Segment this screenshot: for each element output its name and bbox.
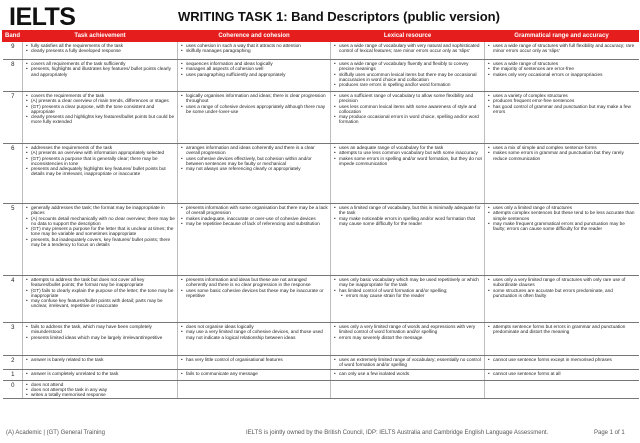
descriptor-list	[334, 145, 482, 166]
list-item: • arranges information and ideas coherently and there is a clear overall progression	[186, 145, 328, 156]
descriptor-cell-lexical	[331, 323, 485, 356]
descriptor-cell-task	[23, 204, 178, 276]
descriptor-cell-coherence	[178, 356, 331, 370]
list-item: • fails to communicate any message	[186, 371, 328, 376]
descriptor-list	[26, 277, 175, 309]
list-item: • attempts to address the task but does not cover all key features/bullet points; the format may be inappropriate	[31, 277, 175, 288]
descriptor-list	[181, 43, 328, 54]
descriptor-list	[334, 93, 482, 125]
descriptor-cell-grammar	[485, 60, 639, 92]
list-item: • cannot use sentence forms at all	[493, 371, 637, 376]
list-item: • sequences information and ideas logically	[186, 61, 328, 66]
table-row	[3, 92, 639, 144]
descriptor-list	[26, 324, 175, 340]
descriptor-list	[26, 371, 175, 376]
descriptor-cell-task	[23, 92, 178, 144]
list-item: • makes some errors in grammar and punctuation but they rarely reduce communication	[493, 150, 637, 161]
list-item: • has good control of grammar and punctuation but may make a few errors	[493, 104, 637, 115]
descriptor-cell-grammar	[485, 356, 639, 370]
table-row	[3, 369, 639, 380]
descriptor-list	[488, 277, 637, 298]
descriptor-cell-grammar	[485, 204, 639, 276]
band-score: 1	[3, 369, 23, 380]
list-item: • does not attend	[31, 382, 175, 387]
descriptor-cell-coherence	[178, 323, 331, 356]
list-item: • may be repetitive because of lack of referencing and substitution	[186, 221, 328, 226]
list-item: • errors may severely distort the message	[339, 335, 482, 340]
list-item: • (A) presents a clear overview of main trends, differences or stages	[31, 98, 175, 103]
descriptor-cell-coherence	[178, 204, 331, 276]
list-item: • does not attempt the task in any way	[31, 387, 175, 392]
descriptor-list	[26, 382, 175, 398]
descriptor-cell-coherence	[178, 60, 331, 92]
list-item: • does not organise ideas logically	[186, 324, 328, 329]
descriptor-cell-task	[23, 356, 178, 370]
descriptor-list	[181, 93, 328, 114]
descriptor-list	[488, 145, 637, 161]
list-item: • can only use a few isolated words	[339, 371, 482, 376]
descriptor-cell-lexical	[331, 42, 485, 60]
list-item: • attempts sentence forms but errors in grammar and punctuation predominate and distort the meaning	[493, 324, 637, 335]
descriptor-list	[334, 324, 482, 340]
band-score: 4	[3, 276, 23, 323]
list-item: • presents information and ideas but these are not arranged coherently and there is no clear progression in the response	[186, 277, 328, 288]
descriptor-list	[26, 93, 175, 125]
list-item: • produces frequent error-free sentences	[493, 98, 637, 103]
band-score: 8	[3, 60, 23, 92]
list-item: • (A) recounts detail mechanically with no clear overview; there may be no data to support the description	[31, 216, 175, 227]
descriptor-cell-lexical	[331, 60, 485, 92]
list-item: • uses an adequate range of vocabulary for the task	[339, 145, 482, 150]
list-item: • presents and adequately highlights key features/ bullet points but details may be irrelevant, inappropriate or inaccurate	[31, 166, 175, 177]
descriptor-cell-lexical	[331, 204, 485, 276]
list-item: • manages all aspects of cohesion well	[186, 66, 328, 71]
band-score: 2	[3, 356, 23, 370]
list-item: • uses a wide range of structures	[493, 61, 637, 66]
list-item: • uses a range of cohesive devices appropriately although there may be some under-/over-use	[186, 104, 328, 115]
column-header-task-achievement: Task achievement	[23, 31, 178, 42]
descriptor-list	[334, 357, 482, 368]
descriptor-list	[334, 43, 482, 54]
list-item: • cannot use sentence forms except in memorised phrases	[493, 357, 637, 362]
list-item: • some structures are accurate but errors predominate, and punctuation is often faulty	[493, 288, 637, 299]
descriptor-list	[334, 277, 482, 298]
list-item: • may not always use referencing clearly or appropriately	[186, 166, 328, 171]
descriptor-list	[488, 357, 637, 362]
descriptor-cell-coherence	[178, 380, 331, 399]
list-item: • presents, highlights and illustrates key features/ bullet points clearly and appropriately	[31, 66, 175, 77]
list-item: • uses only a limited range of structures	[493, 205, 637, 210]
table-row	[3, 144, 639, 204]
descriptor-list	[181, 357, 328, 362]
table-row	[3, 42, 639, 60]
column-header-band: Band	[3, 31, 23, 42]
descriptor-cell-grammar	[485, 276, 639, 323]
list-item: • may confuse key features/bullet points with detail; parts may be unclear, irrelevant, repetitive or inaccurate	[31, 298, 175, 309]
list-item: • uses only a very limited range of words and expressions with very limited control of word formation and/or spelling	[339, 324, 482, 335]
list-item: • clearly presents a fully developed response	[31, 48, 175, 53]
descriptor-cell-task	[23, 323, 178, 356]
list-item: • may produce occasional errors in word choice, spelling and/or word formation	[339, 114, 482, 125]
descriptor-cell-task	[23, 369, 178, 380]
table-row	[3, 60, 639, 92]
column-header-grammar: Grammatical range and accuracy	[485, 31, 639, 42]
descriptor-list	[26, 43, 175, 54]
descriptor-cell-task	[23, 144, 178, 204]
descriptor-list	[488, 205, 637, 231]
list-item: • uses paragraphing sufficiently and appropriately	[186, 72, 328, 77]
list-item: • writes a totally memorised response	[31, 392, 175, 397]
list-item: • makes some errors in spelling and/or word formation, but they do not impede communication	[339, 156, 482, 167]
list-item: • uses less common lexical items with some awareness of style and collocation	[339, 104, 482, 115]
list-item: • uses a sufficient range of vocabulary to allow some flexibility and precision	[339, 93, 482, 104]
table-header-row	[3, 31, 639, 42]
list-item: • answer is completely unrelated to the task	[31, 371, 175, 376]
table-row	[3, 380, 639, 399]
list-item: • has limited control of word formation and/or spelling;	[339, 288, 482, 293]
descriptor-list	[181, 324, 328, 340]
descriptor-cell-grammar	[485, 42, 639, 60]
descriptor-list	[26, 357, 175, 362]
descriptor-cell-lexical	[331, 92, 485, 144]
band-score: 7	[3, 92, 23, 144]
list-item: • presents, but inadequately covers, key features/ bullet points; there may be a tendency to focus on details	[31, 237, 175, 248]
list-item: • (GT) presents a clear purpose, with the tone consistent and appropriate	[31, 104, 175, 115]
descriptor-list	[26, 145, 175, 177]
list-item: • uses a wide range of structures with full flexibility and accuracy; rare minor errors occur only as 'slips'	[493, 43, 637, 54]
list-item: • (GT) fails to clearly explain the purpose of the letter; the tone may be inappropriate	[31, 288, 175, 299]
descriptor-cell-task	[23, 60, 178, 92]
descriptor-cell-lexical	[331, 356, 485, 370]
list-item: • produces rare errors in spelling and/or word formation	[339, 82, 482, 87]
descriptor-cell-grammar	[485, 369, 639, 380]
descriptor-list	[181, 371, 328, 376]
descriptor-cell-task	[23, 380, 178, 399]
list-item: • attempts to use less common vocabulary but with some inaccuracy	[339, 150, 482, 155]
list-item: • makes only very occasional errors or inappropriacies	[493, 72, 637, 77]
list-item: • uses a limited range of vocabulary, but this is minimally adequate for the task	[339, 205, 482, 216]
table-row	[3, 356, 639, 370]
descriptor-list	[181, 145, 328, 171]
column-header-coherence: Coherence and cohesion	[178, 31, 331, 42]
descriptor-cell-coherence	[178, 144, 331, 204]
page-footer	[0, 424, 640, 443]
descriptor-list	[488, 43, 637, 54]
descriptor-cell-coherence	[178, 369, 331, 380]
list-item: • (GT) may present a purpose for the letter that is unclear at times; the tone may be variable and sometimes inappropriate	[31, 226, 175, 237]
descriptor-list	[488, 324, 637, 335]
descriptor-cell-lexical	[331, 369, 485, 380]
list-item: • uses only a very limited range of structures with only rare use of subordinate clauses	[493, 277, 637, 288]
descriptor-cell-lexical	[331, 144, 485, 204]
footer-legend: (A) Academic | (GT) General Training	[6, 430, 105, 436]
descriptor-cell-coherence	[178, 276, 331, 323]
list-item: • uses a wide range of vocabulary with very natural and sophisticated control of lexical features; rare minor errors occur only as 'slips'	[339, 43, 482, 54]
list-item: • skilfully manages paragraphing	[186, 48, 328, 53]
list-item: • uses cohesive devices effectively, but cohesion within and/or between sentences may be faulty or mechanical	[186, 156, 328, 167]
descriptor-cell-task	[23, 42, 178, 60]
descriptor-cell-grammar	[485, 144, 639, 204]
list-item: • presents information with some organisation but there may be a lack of overall progression	[186, 205, 328, 216]
band-score: 5	[3, 204, 23, 276]
band-score: 3	[3, 323, 23, 356]
list-item: • uses a mix of simple and complex sentence forms	[493, 145, 637, 150]
page-title: WRITING TASK 1: Band Descriptors (public version)	[178, 9, 500, 24]
descriptor-list	[181, 205, 328, 226]
descriptor-list	[488, 93, 637, 114]
descriptor-list	[181, 277, 328, 298]
list-item: • answer is barely related to the task	[31, 357, 175, 362]
list-item: • logically organises information and ideas; there is clear progression throughout	[186, 93, 328, 104]
list-item: • fully satisfies all the requirements of the task	[31, 43, 175, 48]
ielts-logo: IELTS	[9, 3, 76, 31]
list-item: • the majority of sentences are error-free	[493, 66, 637, 71]
table-row	[3, 276, 639, 323]
band-descriptor-table	[2, 30, 639, 399]
footer-ownership: IELTS is jointly owned by the British Council, IDP: IELTS Australia and Cambridge English Language Assessment.	[246, 430, 549, 436]
list-item: • uses some basic cohesive devices but these may be inaccurate or repetitive	[186, 288, 328, 299]
descriptor-list	[334, 371, 482, 376]
list-item: • (GT) presents a purpose that is generally clear; there may be inconsistencies in tone	[31, 156, 175, 167]
list-item: • covers all requirements of the task sufficiently	[31, 61, 175, 66]
list-item: • uses a wide range of vocabulary fluently and flexibly to convey precise meanings	[339, 61, 482, 72]
list-item: • has very little control of organisational features	[186, 357, 328, 362]
list-item: • may make frequent grammatical errors and punctuation may be faulty; errors can cause some difficulty for the reader	[493, 221, 637, 232]
descriptor-list	[334, 205, 482, 226]
table-row	[3, 323, 639, 356]
descriptor-cell-task	[23, 276, 178, 323]
list-item: • (A) presents an overview with information appropriately selected	[31, 150, 175, 155]
list-item: • uses an extremely limited range of vocabulary; essentially no control of word formation and/or spelling	[339, 357, 482, 368]
list-item: • may make noticeable errors in spelling and/or word formation that may cause some difficulty for the reader	[339, 216, 482, 227]
list-item: • addresses the requirements of the task	[31, 145, 175, 150]
descriptor-list	[488, 61, 637, 77]
descriptor-cell-lexical	[331, 380, 485, 399]
list-item: • uses a variety of complex structures	[493, 93, 637, 98]
descriptor-list	[26, 205, 175, 247]
list-item: • errors may cause strain for the reader	[339, 293, 482, 298]
table-row	[3, 204, 639, 276]
list-item: • uses only basic vocabulary which may be used repetitively or which may be inappropriate for the task	[339, 277, 482, 288]
list-item: • uses cohesion in such a way that it attracts no attention	[186, 43, 328, 48]
list-item: • clearly presents and highlights key features/bullet points but could be more fully extended	[31, 114, 175, 125]
band-score: 0	[3, 380, 23, 399]
descriptor-list	[334, 61, 482, 87]
descriptor-cell-grammar	[485, 92, 639, 144]
list-item: • may use a very limited range of cohesive devices, and those used may not indicate a logical relationship between ideas	[186, 329, 328, 340]
table-body	[3, 42, 639, 399]
descriptor-cell-grammar	[485, 323, 639, 356]
descriptor-cell-grammar	[485, 380, 639, 399]
descriptor-cell-lexical	[331, 276, 485, 323]
band-score: 6	[3, 144, 23, 204]
list-item: • fails to address the task, which may have been completely misunderstood	[31, 324, 175, 335]
list-item: • presents limited ideas which may be largely irrelevant/repetitive	[31, 335, 175, 340]
column-header-lexical: Lexical resource	[331, 31, 485, 42]
list-item: • skilfully uses uncommon lexical items but there may be occasional inaccuracies in word choice and collocation	[339, 72, 482, 83]
list-item: • attempts complex sentences but these tend to be less accurate than simple sentences	[493, 210, 637, 221]
list-item: • covers the requirements of the task	[31, 93, 175, 98]
descriptor-list	[26, 61, 175, 77]
band-score: 9	[3, 42, 23, 60]
descriptor-list	[488, 371, 637, 376]
descriptor-cell-coherence	[178, 92, 331, 144]
descriptor-cell-coherence	[178, 42, 331, 60]
list-item: • makes inadequate, inaccurate or over-use of cohesive devices	[186, 216, 328, 221]
footer-page-number: Page 1 of 1	[594, 430, 625, 436]
descriptor-list	[181, 61, 328, 77]
list-item: • generally addresses the task; the format may be inappropriate in places	[31, 205, 175, 216]
